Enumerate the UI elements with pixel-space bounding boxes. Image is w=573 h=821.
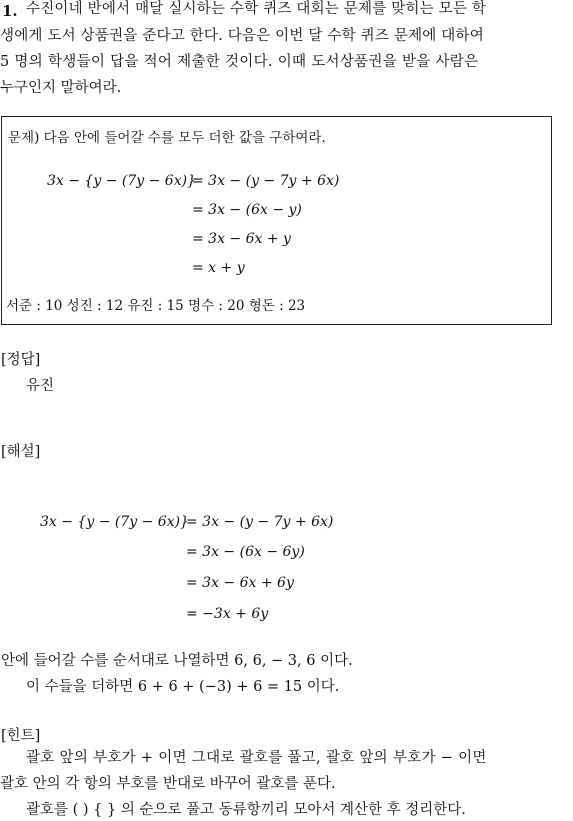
- question-line-3: 5 명의 학생들이 답을 적어 제출한 것이다. 이때 도서상품권을 받을 사람은: [0, 54, 479, 70]
- box-equation-step-4: = x + y: [192, 260, 245, 276]
- explanation-equation-step-1: = 3x − (y − 7y + 6x): [186, 514, 334, 530]
- box-equation-step-3: = 3x − 6x + y: [192, 231, 291, 247]
- hint-heading: [힌트]: [1, 728, 41, 744]
- hint-line-1: 괄호 앞의 부호가 + 이면 그대로 괄호를 풀고, 괄호 앞의 부호가 − 이면: [26, 750, 487, 766]
- box-student-answers: 서준 : 10 성진 : 12 유진 : 15 명수 : 20 형돈 : 23: [6, 298, 306, 314]
- question-number: 1.: [2, 2, 18, 20]
- box-prompt: 문제) 다음 안에 들어갈 수를 모두 더한 값을 구하여라.: [8, 130, 326, 146]
- problem-box: [1, 116, 552, 325]
- question-line-2: 생에게 도서 상품권을 준다고 한다. 다음은 이번 달 수학 퀴즈 문제에 대하여: [0, 28, 484, 44]
- box-equation-lhs: 3x − {y − (7y − 6x)}: [47, 173, 196, 189]
- box-equation-step-2: = 3x − (6x − y): [192, 202, 302, 218]
- box-equation-step-1: = 3x − (y − 7y + 6x): [192, 173, 340, 189]
- explanation-equation-lhs: 3x − {y − (7y − 6x)}: [40, 514, 189, 530]
- explanation-equation-step-4: = −3x + 6y: [186, 606, 269, 622]
- hint-line-2: 괄호 안의 각 항의 부호를 반대로 바꾸어 괄호를 푼다.: [0, 776, 336, 792]
- hint-line-3: 괄호를 ( ) { } 의 순으로 풀고 동류항끼리 모아서 계산한 후 정리한다.: [26, 802, 466, 818]
- explanation-heading: [해설]: [1, 444, 41, 460]
- answer-heading: [정답]: [1, 352, 41, 368]
- question-line-4: 누구인지 말하여라.: [0, 80, 122, 96]
- answer-text: 유진: [26, 378, 55, 394]
- explanation-line-1: 안에 들어갈 수를 순서대로 나열하면 6, 6, − 3, 6 이다.: [1, 653, 353, 669]
- explanation-line-2: 이 수들을 더하면 6 + 6 + (−3) + 6 = 15 이다.: [26, 679, 340, 695]
- explanation-equation-step-2: = 3x − (6x − 6y): [186, 544, 305, 560]
- explanation-equation-step-3: = 3x − 6x + 6y: [186, 575, 294, 591]
- question-line-1: 수진이네 반에서 매달 실시하는 수학 퀴즈 대회는 문제를 맞히는 모든 학: [26, 1, 487, 17]
